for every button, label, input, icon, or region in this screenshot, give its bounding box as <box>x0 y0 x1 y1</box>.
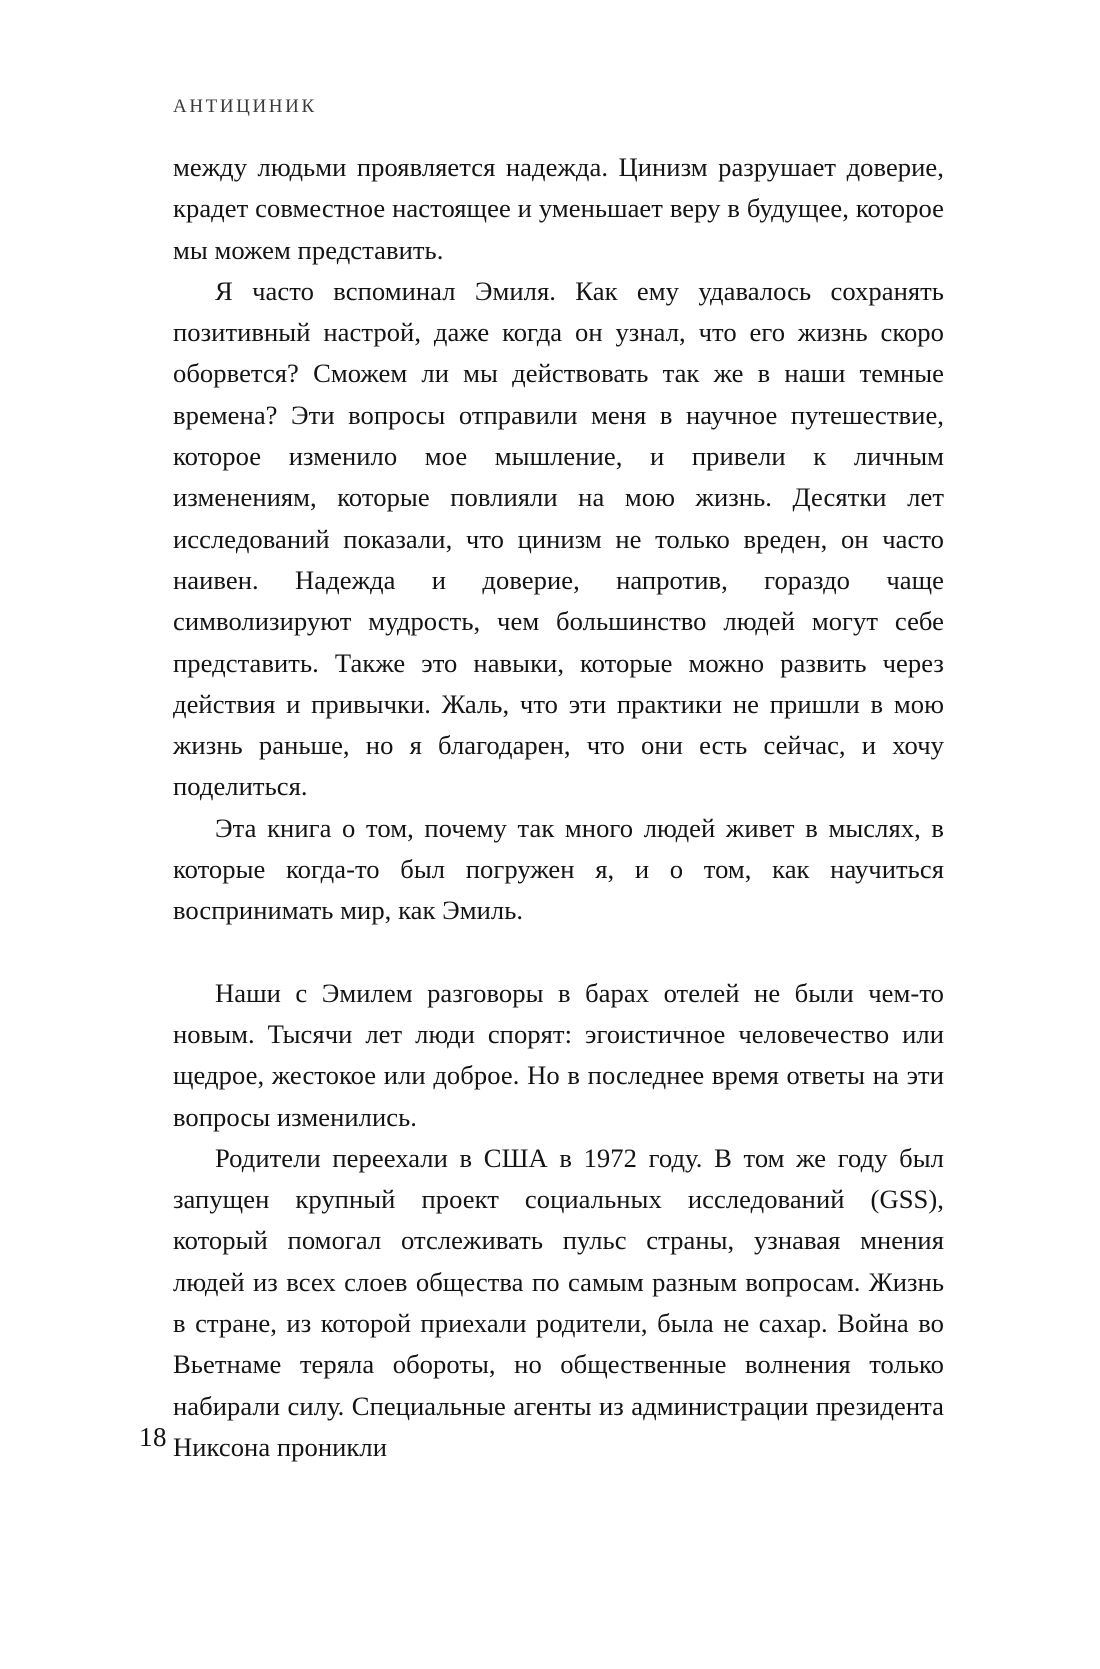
paragraph-5: Родители переехали в США в 1972 году. В том же году был запущен крупный проект социальных исследований (GSS), который помогал отслеживать пульс страны, узнавая мнения людей из всех слоев общества по самым разным вопросам. Жизнь в стране, из которой приехали родители, была не сахар. Война во Вьетнаме теряла обороты, но общественные волнения только набирали силу. Специальные агенты из администрации президента Никсона проникли <box>173 1142 944 1462</box>
paragraph-2: Я часто вспоминал Эмиля. Как ему удавалось сохранять позитивный настрой, даже когда он узнал, что его жизнь скоро оборвется? Сможем ли мы действовать так же в наши темные времена? Эти вопросы отправили меня в научное путешествие, которое изменило мое мышление, и привели к личным изменениям, которые повлияли на мою жизнь. Десятки лет исследований показали, что цинизм не только вреден, он часто наивен. Надежда и доверие, напротив, гораздо чаще символизируют мудрость, чем большинство людей могут себе представить. Также это навыки, которые можно развить через действия и привычки. Жаль, что эти практики не пришли в мою жизнь раньше, но я благодарен, что они есть сейчас, и хочу поделиться. <box>173 275 944 802</box>
paragraph-1: между людьми проявляется надежда. Цинизм разрушает доверие, крадет совместное настоящее и уменьшает веру в будущее, которое мы можем представить. <box>173 152 944 265</box>
body-text-block <box>173 147 944 1468</box>
page-number: 18 <box>139 1422 167 1452</box>
running-head: АНТИЦИНИК <box>173 96 317 117</box>
section-break <box>173 932 944 973</box>
paragraph-3: Эта книга о том, почему так много людей живет в мыслях, в которые когда-то был погружен я, и о том, как научиться воспринимать мир, как Эмиль. <box>173 812 944 926</box>
paragraph-4: Наши с Эмилем разговоры в барах отелей не были чем-то новым. Тысячи лет люди спорят: эгоистичное человечество или щедрое, жестокое или доброе. Но в последнее время ответы на эти вопросы изменились. <box>173 977 944 1132</box>
